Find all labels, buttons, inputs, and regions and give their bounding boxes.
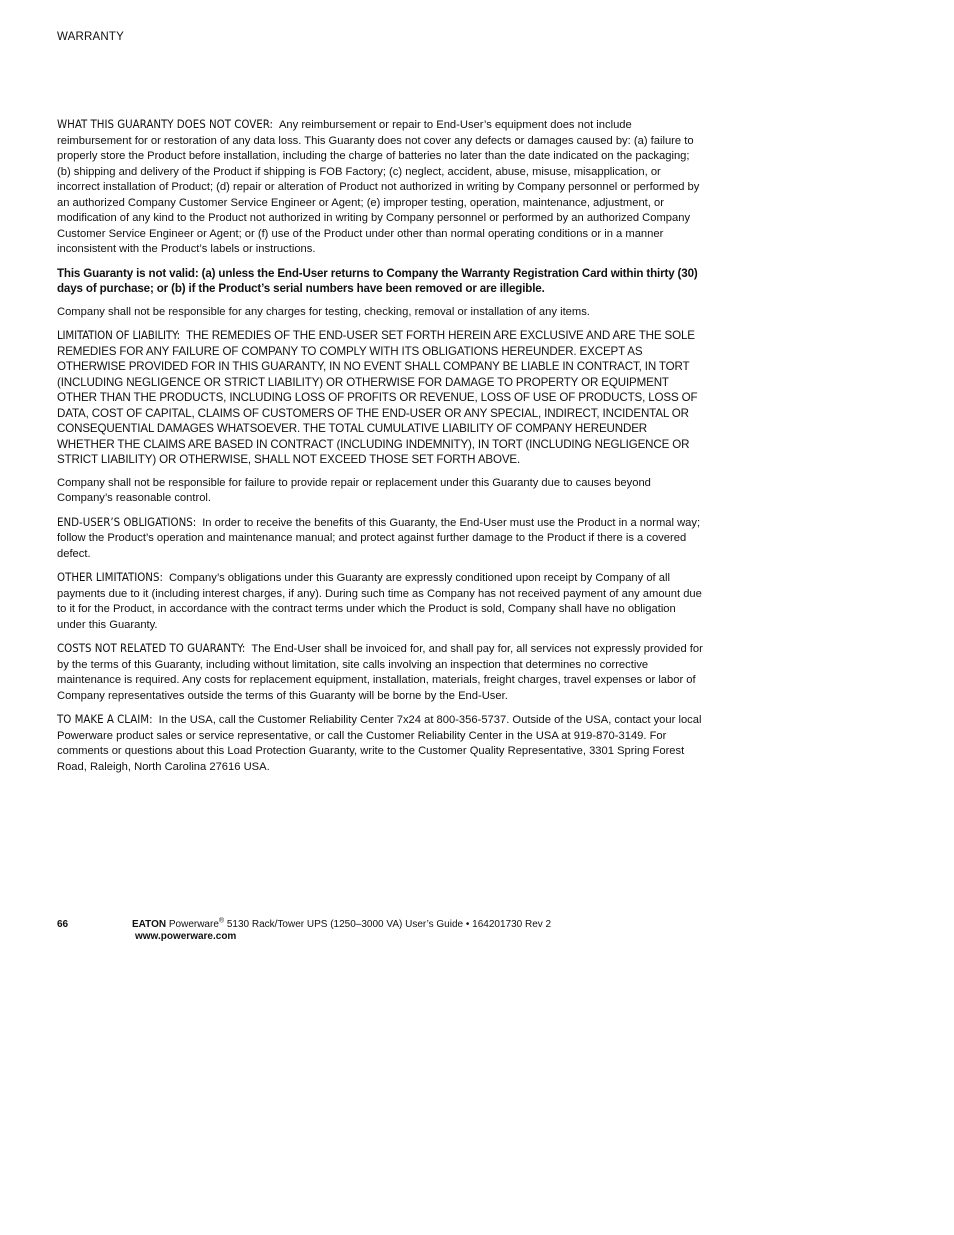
paragraph-lead: WHAT THIS GUARANTY DOES NOT COVER: xyxy=(57,117,273,131)
paragraph-not-covered xyxy=(57,117,703,258)
paragraph-make-a-claim xyxy=(57,712,703,775)
paragraph-lead: LIMITATION OF LIABILITY: xyxy=(57,328,180,342)
website-url: www.powerware.com xyxy=(135,931,237,942)
warranty-body xyxy=(57,117,703,783)
paragraph-reasonable-control xyxy=(57,476,703,507)
page-number: 66 xyxy=(57,919,69,930)
paragraph-costs-not-related xyxy=(57,641,703,704)
running-header: WARRANTY xyxy=(57,31,124,43)
product-name: Powerware xyxy=(168,919,219,930)
brand-name: EATON xyxy=(132,919,167,930)
paragraph-text: Company’s obligations under this Guaranty are expressly conditioned upon receipt by Company of all payments due to it (including interest charges, if any). During such time as Company has not received payment of any amount due to it for the Product, in accordance with the contract terms under which the Product is sold, Company shall have no obligation under this Guaranty. xyxy=(57,572,702,631)
paragraph-text: This Guaranty is not valid: (a) unless the End-User returns to Company the Warranty Registration Card within thirty (30) days of purchase; or (b) if the Product’s serial numbers have been removed or are illegible. xyxy=(57,266,698,295)
paragraph-not-valid xyxy=(57,266,703,297)
document-title: 5130 Rack/Tower UPS (1250–3000 VA) User’s Guide • 164201730 Rev 2 xyxy=(226,919,552,930)
paragraph-other-limitations xyxy=(57,570,703,633)
paragraph-text: The End-User shall be invoiced for, and shall pay for, all services not expressly provided for by the terms of this Guaranty, including without limitation, site calls involving an inspection that determines no corrective maintenance is required. Any costs for replacement equipment, installation, materials, freight charges, travel expenses or labor of Company representatives outside the terms of this Guaranty will be borne by the End-User. xyxy=(57,643,703,702)
paragraph-lead: TO MAKE A CLAIM: xyxy=(57,712,153,726)
paragraph-text: Company shall not be responsible for any charges for testing, checking, removal or installation of any items. xyxy=(57,305,590,318)
paragraph-lead: COSTS NOT RELATED TO GUARANTY: xyxy=(57,641,246,655)
paragraph-text: Company shall not be responsible for failure to provide repair or replacement under this Guaranty due to causes beyond Company’s reasonable control. xyxy=(57,476,651,504)
paragraph-lead: OTHER LIMITATIONS: xyxy=(57,570,163,584)
paragraph-limitation-of-liability xyxy=(57,328,703,468)
paragraph-text: In order to receive the benefits of this Guaranty, the End-User must use the Product in a normal way; follow the Product’s operation and maintenance manual; and protect against further damage to the Product if there is a covered defect. xyxy=(57,516,701,560)
paragraph-lead: END-USER’S OBLIGATIONS: xyxy=(57,514,197,529)
registered-mark: ® xyxy=(218,917,225,925)
paragraph-end-user-obligations xyxy=(57,515,703,563)
footer-title xyxy=(132,919,551,931)
paragraph-text: In the USA, call the Customer Reliability Center 7x24 at 800-356-5737. Outside of the USA, contact your local Powerware product sales or service representative, or call the Customer Reliability Center in the USA at 919-870-3149. For comments or questions about this Load Protection Guaranty, write to the Customer Quality Representative, 3301 Spring Forest Road, Raleigh, North Carolina 27616 USA. xyxy=(57,714,702,773)
paragraph-charges xyxy=(57,305,703,321)
paragraph-text: Any reimbursement or repair to End-User’s equipment does not include reimbursement for or restoration of any data loss. This Guaranty does not cover any defects or damages caused by: (a) failure to properly store the Product before installation, including the charge of batteries no later than the date indicated on the packaging; (b) shipping and delivery of the Product if shipping is FOB Factory; (c) neglect, accident, abuse, misuse, misapplication, or incorrect installation of Product; (d) repair or alteration of Product not authorized in writing by Company personnel or performed by an authorized Company Customer Service Engineer or Agent; (e) improper testing, operation, maintenance, adjustment, or modification of any kind to the Product not authorized in writing by Company personnel or performed by an authorized Company Customer Service Engineer or Agent; or (f) use of the Product under other than normal operating conditions or in a manner inconsistent with the Product’s labels or instructions. xyxy=(57,119,700,255)
paragraph-text: THE REMEDIES OF THE END-USER SET FORTH HEREIN ARE EXCLUSIVE AND ARE THE SOLE REMEDIES FOR ANY FAILURE OF COMPANY TO COMPLY WITH ITS OBLIGATIONS HEREUNDER. EXCEPT AS OTHERWISE PROVIDED FOR IN THIS GUARANTY, IN NO EVENT SHALL COMPANY BE LIABLE IN CONTRACT, IN TORT (INCLUDING NEGLIGENCE OR STRICT LIABILITY) OR OTHERWISE FOR DAMAGE TO PROPERTY OR EQUIPMENT OTHER THAN THE PRODUCTS, INCLUDING LOSS OF PROFITS OR REVENUE, LOSS OF USE OF PRODUCTS, LOSS OF DATA, COST OF CAPITAL, CLAIMS OF CUSTOMERS OF THE END-USER OR ANY SPECIAL, INDIRECT, INCIDENTAL OR CONSEQUENTIAL DAMAGES WHATSOEVER. THE TOTAL CUMULATIVE LIABILITY OF COMPANY HEREUNDER WHETHER THE CLAIMS ARE BASED IN CONTRACT (INCLUDING INDEMNITY), IN TORT (INCLUDING NEGLIGENCE OR STRICT LIABILITY) OR OTHERWISE, SHALL NOT EXCEED THOSE SET FORTH ABOVE. xyxy=(57,329,698,466)
